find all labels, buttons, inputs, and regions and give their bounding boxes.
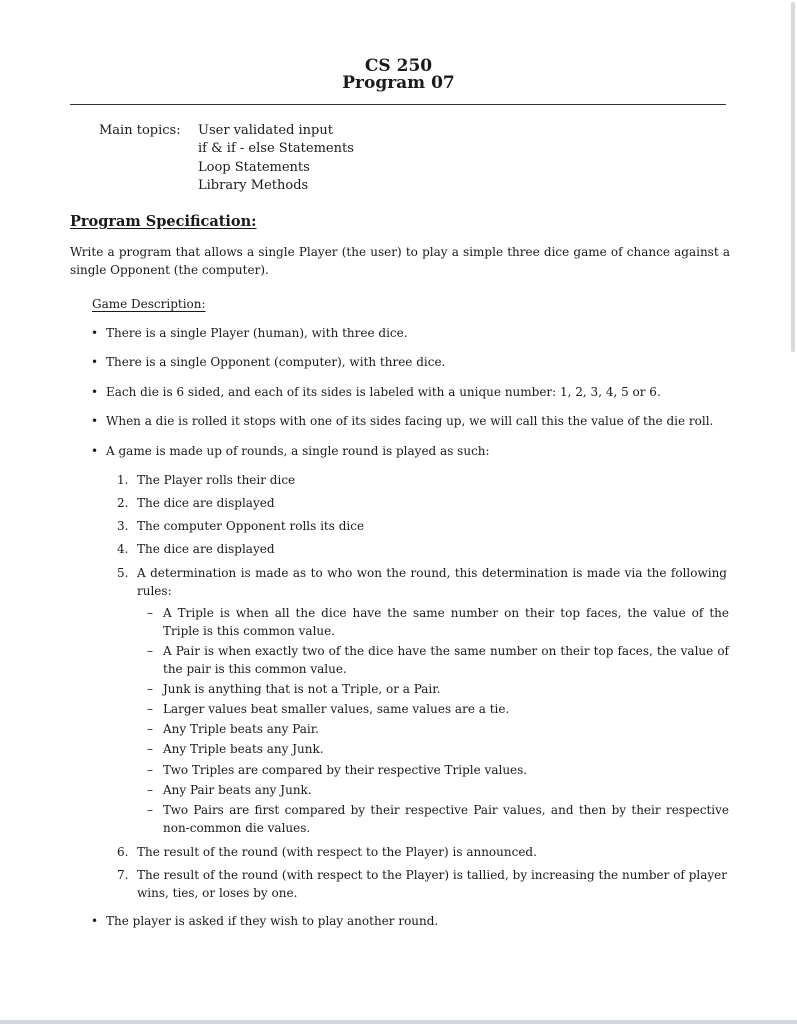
rule-text: Junk is anything that is not a Triple, or a Pair. bbox=[163, 682, 441, 696]
bullet-text: Each die is 6 sided, and each of its sides is labeled with a unique number: 1, 2, 3, 4, 5 or 6. bbox=[106, 385, 661, 399]
bullet-text: There is a single Player (human), with three dice. bbox=[106, 326, 408, 340]
dash-icon: – bbox=[147, 722, 153, 736]
rule-text: Larger values beat smaller values, same values are a tie. bbox=[163, 702, 510, 716]
step-number: 4. bbox=[117, 542, 129, 556]
topics-label: Main topics: bbox=[99, 123, 181, 138]
rule-text: Any Triple beats any Pair. bbox=[163, 722, 319, 736]
step-number: 6. bbox=[117, 845, 129, 859]
step-text: The dice are displayed bbox=[137, 542, 275, 556]
rule-text: Two Triples are compared by their respective Triple values. bbox=[163, 763, 528, 777]
step-text: The dice are displayed bbox=[137, 496, 275, 510]
topic-item: User validated input bbox=[198, 123, 333, 138]
bullet-icon: • bbox=[91, 444, 99, 458]
step-number: 7. bbox=[117, 868, 129, 882]
section-heading bbox=[70, 213, 257, 231]
bullet-text: There is a single Opponent (computer), with three dice. bbox=[106, 355, 446, 369]
bullet-text: A game is made up of rounds, a single round is played as such: bbox=[106, 444, 490, 458]
step-number: 2. bbox=[117, 496, 129, 510]
topic-item: Loop Statements bbox=[198, 159, 310, 175]
dash-icon: – bbox=[147, 682, 153, 696]
topics-list bbox=[198, 122, 354, 195]
scrollbar-thumb[interactable] bbox=[791, 2, 795, 352]
step-text: The Player rolls their dice bbox=[137, 473, 296, 487]
bullet-icon: • bbox=[91, 326, 99, 340]
dash-icon: – bbox=[147, 644, 153, 658]
step-number: 1. bbox=[117, 473, 129, 487]
dash-icon: – bbox=[147, 803, 153, 817]
dash-icon: – bbox=[147, 783, 153, 797]
bullet-icon: • bbox=[91, 914, 99, 928]
dash-icon: – bbox=[147, 606, 153, 620]
step-text: The result of the round (with respect to the Player) is announced. bbox=[137, 845, 537, 859]
topic-item: if & if - else Statements bbox=[198, 141, 354, 157]
rule-text: A Pair is when exactly two of the dice have the same number on their top faces, the value of the pair is this common value. bbox=[163, 644, 729, 676]
rule-text: Two Pairs are first compared by their respective Pair values, and then by their respective non-common die values. bbox=[163, 803, 729, 835]
rule-text: A Triple is when all the dice have the same number on their top faces, the value of the Triple is this common value. bbox=[163, 606, 729, 638]
step-text: The computer Opponent rolls its dice bbox=[137, 519, 365, 533]
course-title: CS 250 bbox=[364, 56, 433, 76]
game-description-heading: Game Description: bbox=[92, 297, 206, 311]
intro-paragraph: Write a program that allows a single Player (the user) to play a simple three dice game of chance against a single Opponent (the computer). bbox=[70, 245, 730, 277]
bullet-icon: • bbox=[91, 355, 99, 369]
step-text: The result of the round (with respect to the Player) is tallied, by increasing the number of player wins, ties, or loses by one. bbox=[137, 868, 727, 900]
bullet-icon: • bbox=[91, 385, 99, 399]
bullet-text: The player is asked if they wish to play another round. bbox=[106, 914, 439, 928]
step-text: A determination is made as to who won the round, this determination is made via the following rules: bbox=[137, 566, 727, 598]
dash-icon: – bbox=[147, 702, 153, 716]
program-title: Program 07 bbox=[342, 73, 455, 93]
topic-item: Library Methods bbox=[198, 177, 309, 193]
bullet-text: When a die is rolled it stops with one of its sides facing up, we will call this the value of the die roll. bbox=[106, 414, 714, 428]
bullet-icon: • bbox=[91, 414, 99, 428]
step-number: 3. bbox=[117, 519, 129, 533]
dash-icon: – bbox=[147, 763, 153, 777]
section-heading-text: Program Specification: bbox=[70, 213, 257, 230]
rule-text: Any Pair beats any Junk. bbox=[163, 783, 312, 797]
title-divider bbox=[70, 104, 726, 105]
dash-icon: – bbox=[147, 742, 153, 756]
bottom-edge-bar bbox=[0, 1020, 797, 1024]
rule-text: Any Triple beats any Junk. bbox=[163, 742, 324, 756]
step-number: 5. bbox=[117, 566, 129, 580]
